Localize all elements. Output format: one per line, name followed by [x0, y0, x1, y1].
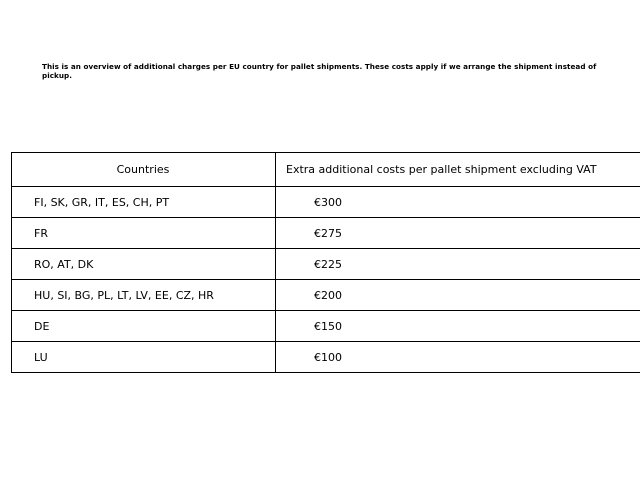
table-row: [12, 311, 640, 342]
column-header-countries: Countries: [12, 153, 276, 187]
table-row: [12, 280, 640, 311]
table-row: [12, 249, 640, 280]
cell-cost: €150: [276, 311, 640, 342]
table-row: [12, 218, 640, 249]
cell-countries: LU: [12, 342, 276, 373]
cell-countries: FI, SK, GR, IT, ES, CH, PT: [12, 187, 276, 218]
cell-cost: €225: [276, 249, 640, 280]
cell-cost: €300: [276, 187, 640, 218]
intro-paragraph: This is an overview of additional charges per EU country for pallet shipments. These costs apply if we arrange the shipment instead of pickup.: [42, 62, 597, 81]
cell-cost: €200: [276, 280, 640, 311]
cell-countries: HU, SI, BG, PL, LT, LV, EE, CZ, HR: [12, 280, 276, 311]
cell-countries: RO, AT, DK: [12, 249, 276, 280]
cell-countries: FR: [12, 218, 276, 249]
cell-cost: €100: [276, 342, 640, 373]
cell-countries: DE: [12, 311, 276, 342]
table-row: [12, 342, 640, 373]
table-row: [12, 187, 640, 218]
cell-cost: €275: [276, 218, 640, 249]
charges-table: [11, 152, 640, 373]
table-header-row: [12, 153, 640, 187]
column-header-costs: Extra additional costs per pallet shipment excluding VAT: [276, 153, 640, 187]
charges-table-container: [11, 152, 629, 373]
